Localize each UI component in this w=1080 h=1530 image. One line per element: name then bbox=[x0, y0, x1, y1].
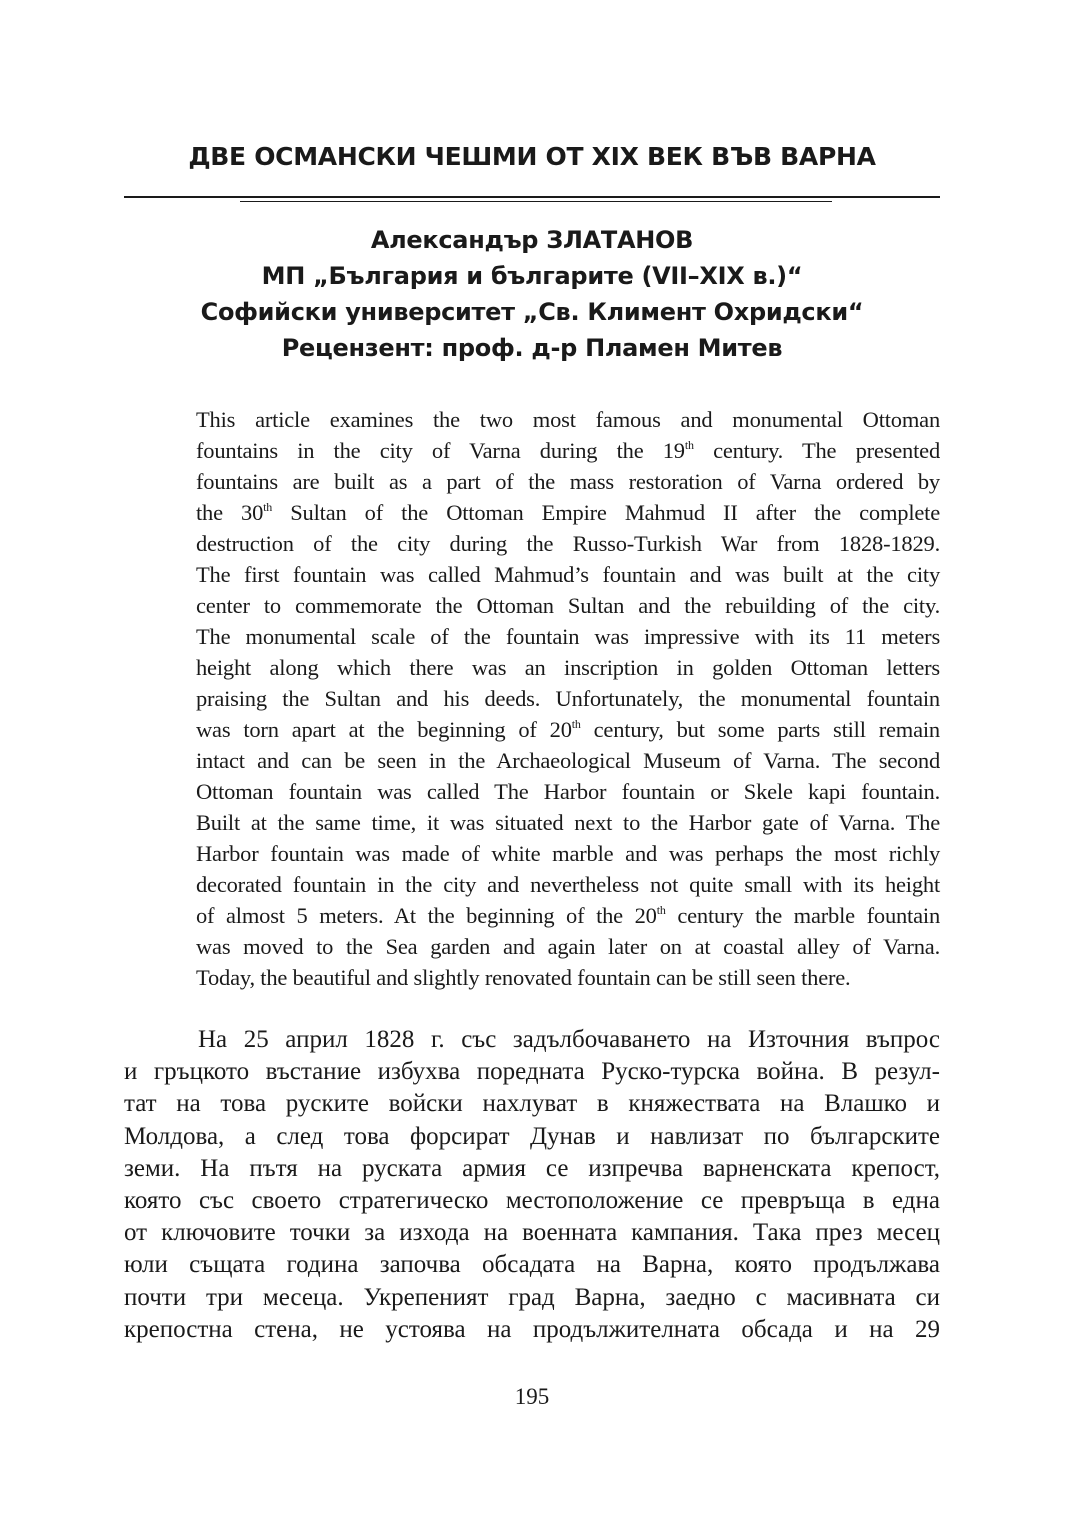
author-block bbox=[124, 222, 940, 366]
abstract-line: Ottoman fountain was called The Harbor fountain or Skele kapi fountain. bbox=[196, 779, 940, 804]
abstract-line: destruction of the city during the Russo-Turkish War from 1828-1829. bbox=[196, 531, 940, 556]
abstract-line: This article examines the two most famous and monumental Ottoman bbox=[196, 407, 940, 432]
abstract-line: the 30th Sultan of the Ottoman Empire Mahmud II after the complete bbox=[196, 500, 940, 525]
superscript: th bbox=[656, 903, 666, 917]
superscript: th bbox=[684, 438, 694, 452]
body-line: от ключовите точки за изхода на военната кампания. Така през месец bbox=[124, 1219, 940, 1247]
body-paragraph bbox=[124, 1024, 940, 1346]
body-line: юли същата година започва обсадата на Варна, която продължава bbox=[124, 1251, 940, 1279]
abstract-line: The monumental scale of the fountain was impressive with its 11 meters bbox=[196, 624, 940, 649]
title-rule-thin bbox=[240, 201, 832, 202]
page-number: 195 bbox=[514, 1384, 550, 1409]
abstract-line: decorated fountain in the city and nevertheless not quite small with its height bbox=[196, 872, 940, 897]
author-university: Софийски университет „Св. Климент Охридски“ bbox=[200, 298, 864, 326]
abstract-line: center to commemorate the Ottoman Sultan and the rebuilding of the city. bbox=[196, 593, 940, 618]
abstract-line: was moved to the Sea garden and again later on at coastal alley of Varna. bbox=[196, 934, 940, 959]
body-line: тат на това руските войски нахлуват в княжествата на Влашко и bbox=[124, 1090, 940, 1118]
author-program: МП „България и българите (VII–XIX в.)“ bbox=[261, 262, 803, 290]
abstract-line: was torn apart at the beginning of 20th century, but some parts still remain bbox=[196, 717, 940, 742]
superscript: th bbox=[263, 500, 273, 514]
abstract-line: Harbor fountain was made of white marble and was perhaps the most richly bbox=[196, 841, 940, 866]
superscript: th bbox=[571, 717, 581, 731]
abstract-line: The first fountain was called Mahmud’s fountain and was built at the city bbox=[196, 562, 940, 587]
article-title: ДВЕ ОСМАНСКИ ЧЕШМИ ОТ XIX ВЕК ВЪВ ВАРНА bbox=[188, 142, 876, 171]
abstract-line: praising the Sultan and his deeds. Unfortunately, the monumental fountain bbox=[196, 686, 940, 711]
abstract-line: fountains in the city of Varna during the 19th century. The presented bbox=[196, 438, 940, 463]
abstract-line: Built at the same time, it was situated next to the Harbor gate of Varna. The bbox=[196, 810, 940, 835]
body-line: крепостна стена, не устоява на продължителната обсада и на 29 bbox=[124, 1315, 940, 1343]
author-name: Александър ЗЛАТАНОВ bbox=[370, 226, 694, 254]
reviewer: Рецензент: проф. д-р Пламен Митев bbox=[281, 334, 783, 362]
body-line: почти три месеца. Укрепеният град Варна, заедно с масивната си bbox=[124, 1283, 940, 1311]
body-line: която със своето стратегическо местоположение се превръща в една bbox=[124, 1186, 940, 1214]
body-line: и гръцкото въстание избухва поредната Руско-турска война. В резул- bbox=[124, 1058, 940, 1086]
body-line: земи. На пътя на руската армия се изпречва варненската крепост, bbox=[124, 1154, 940, 1182]
abstract-line: fountains are built as a part of the mass restoration of Varna ordered by bbox=[196, 469, 940, 494]
abstract-line: height along which there was an inscription in golden Ottoman letters bbox=[196, 655, 940, 680]
abstract bbox=[196, 404, 940, 993]
abstract-line: Today, the beautiful and slightly renovated fountain can be still seen there. bbox=[196, 965, 851, 990]
abstract-line: intact and can be seen in the Archaeological Museum of Varna. The second bbox=[196, 748, 940, 773]
body-line: Молдова, а след това форсират Дунав и навлизат по българските bbox=[124, 1122, 940, 1150]
body-line: На 25 април 1828 г. със задълбочаването на Източния въпрос bbox=[198, 1026, 940, 1053]
title-rule-thick bbox=[124, 196, 940, 198]
abstract-line: of almost 5 meters. At the beginning of the 20th century the marble fountain bbox=[196, 903, 940, 928]
